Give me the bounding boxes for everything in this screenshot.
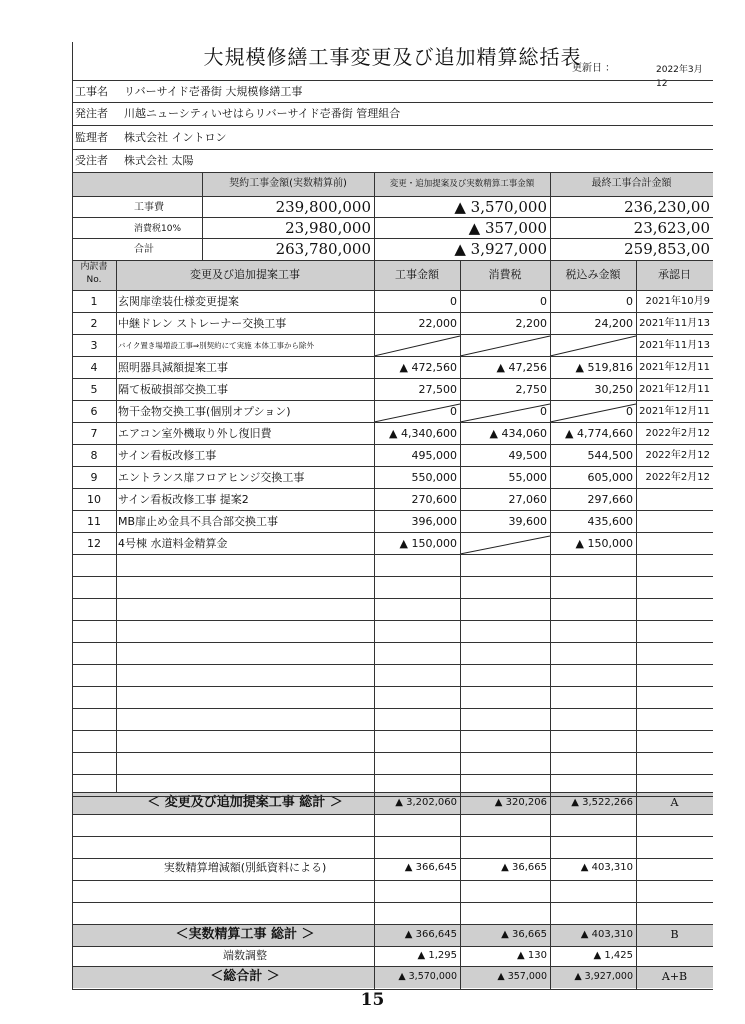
item-name: エントランス扉フロアヒンジ交換工事	[118, 471, 305, 484]
actual-adjust-amount: ▲ 366,645	[404, 862, 457, 873]
item-name: エアコン室外機取り外し復旧費	[118, 427, 272, 440]
item-name: 物干金物交換工事(個別オプション)	[118, 405, 291, 418]
item-name: バイク置き場増設工事⇒別契約にて実施 本体工事から除外	[118, 341, 315, 350]
item-amount: ▲ 4,340,600	[389, 427, 457, 440]
summary-final-cost: 236,230,00	[624, 198, 710, 216]
item-no: 10	[87, 493, 101, 506]
item-no: 11	[87, 515, 101, 528]
grid-hline	[72, 334, 713, 335]
grid-hline	[72, 80, 713, 81]
item-total: ▲ 519,816	[575, 361, 633, 374]
item-amount: 0	[450, 295, 457, 308]
actual-total-amount: ▲ 366,645	[404, 929, 457, 940]
grid-hline	[72, 858, 713, 859]
item-name: サイン看板改修工事 提案2	[118, 493, 249, 506]
grid-hline	[72, 290, 713, 291]
page-title: 大規模修繕工事変更及び追加精算総括表	[203, 45, 582, 69]
diagonal-strike-overlay	[72, 42, 713, 989]
change-total-amount: ▲ 3,202,060	[395, 797, 457, 808]
info-value-project: リバーサイド壱番街 大規模修繕工事	[124, 85, 303, 98]
item-no: 6	[90, 405, 98, 418]
grid-hline	[72, 400, 713, 401]
grid-hline	[72, 598, 713, 599]
item-no: 12	[87, 537, 101, 550]
item-tax: 39,600	[508, 515, 547, 528]
item-no: 4	[90, 361, 98, 374]
item-amount: 495,000	[411, 449, 457, 462]
summary-final-tax: 23,623,00	[633, 219, 710, 237]
actual-total-label: ＜実数精算工事 総計 ＞	[175, 927, 315, 942]
page-number: 15	[360, 990, 385, 1010]
grand-total-label: ＜総合計 ＞	[210, 969, 280, 984]
summary-label-cost: 工事費	[134, 202, 164, 213]
item-total: ▲ 4,774,660	[565, 427, 633, 440]
grid-vline	[550, 260, 551, 989]
info-label-contractor: 受注者	[75, 154, 108, 167]
summary-contract-total: 263,780,000	[275, 240, 371, 258]
item-no: 9	[90, 471, 98, 484]
actual-adjust-label: 実数精算増減額(別紙資料による)	[163, 861, 327, 874]
item-amount: ▲ 472,560	[399, 361, 457, 374]
grid-hline	[72, 356, 713, 357]
grid-hline	[72, 642, 713, 643]
item-name: 玄関扉塗装仕様変更提案	[118, 295, 239, 308]
grid-hline	[72, 260, 713, 261]
item-tax: ▲ 434,060	[489, 427, 547, 440]
item-tax: 49,500	[508, 449, 547, 462]
grid-hline	[72, 238, 713, 239]
summary-final-total: 259,853,00	[624, 240, 710, 258]
items-header-name: 変更及び追加提案工事	[190, 268, 300, 281]
grid-hline	[72, 444, 713, 445]
grid-hline	[72, 378, 713, 379]
info-value-client: 川越ニューシティいせはらリバーサイド壱番街 管理組合	[124, 107, 401, 120]
item-tax: 2,750	[515, 383, 547, 396]
summary-header-change: 変更・追加提案及び実数精算工事金額	[389, 179, 535, 189]
rounding-tax: ▲ 130	[517, 950, 547, 961]
info-label-project: 工事名	[75, 85, 108, 98]
grid-hline	[72, 510, 713, 511]
grid-hline	[72, 966, 713, 967]
item-tax: 27,060	[508, 493, 547, 506]
item-amount: 0	[450, 405, 457, 418]
item-total: 0	[626, 405, 633, 418]
item-name: 照明器具減額提案工事	[118, 361, 228, 374]
item-approval: 2021年10月9	[645, 296, 710, 307]
item-approval: 2022年2月12	[645, 428, 710, 439]
items-header-amount: 工事金額	[395, 268, 439, 281]
item-name: サイン看板改修工事	[118, 449, 217, 462]
actual-total-mark: B	[670, 928, 679, 941]
item-no: 3	[90, 339, 98, 352]
change-total-total: ▲ 3,522,266	[571, 797, 633, 808]
grid-hline	[72, 708, 713, 709]
grid-vline	[202, 172, 203, 260]
actual-total-tax: ▲ 36,665	[501, 929, 547, 940]
item-no: 5	[90, 383, 98, 396]
rounding-label: 端数調整	[223, 949, 267, 962]
items-header-approval: 承認日	[658, 268, 691, 281]
rounding-amount: ▲ 1,295	[417, 950, 457, 961]
change-total-mark: A	[670, 796, 679, 809]
info-value-contractor: 株式会社 太陽	[124, 154, 194, 167]
grid-hline	[72, 196, 713, 197]
summary-label-tax: 消費税10%	[134, 224, 182, 234]
items-header-no: 内訳書No.	[80, 262, 108, 285]
actual-adjust-total: ▲ 403,310	[580, 862, 633, 873]
grid-hline	[72, 576, 713, 577]
grid-hline	[72, 532, 713, 533]
item-tax: 2,200	[515, 317, 547, 330]
item-tax: ▲ 47,256	[496, 361, 547, 374]
updated-date: 2022年3月12	[656, 65, 703, 89]
item-no: 2	[90, 317, 98, 330]
item-approval: 2022年2月12	[645, 450, 710, 461]
summary-header-final: 最終工事合計金額	[591, 178, 672, 189]
grid-vline	[636, 260, 637, 989]
grid-vline	[374, 172, 375, 260]
grid-hline	[72, 752, 713, 753]
summary-header-contract: 契約工事金額(実数精算前)	[229, 178, 347, 189]
updated-label: 更新日 ：	[572, 63, 616, 74]
grid-hline	[72, 946, 713, 947]
info-label-supervisor: 監理者	[75, 131, 108, 144]
grid-hline	[72, 149, 713, 150]
grid-hline	[72, 488, 713, 489]
item-total: 297,660	[587, 493, 633, 506]
item-amount: 22,000	[418, 317, 457, 330]
item-name: 中継ドレン ストレーナー交換工事	[118, 317, 287, 330]
item-total: 30,250	[594, 383, 633, 396]
item-approval: 2021年12月11	[639, 362, 710, 373]
item-name: 隔て板破損部交換工事	[118, 383, 228, 396]
item-approval: 2021年12月11	[639, 406, 710, 417]
items-header-total: 税込み金額	[565, 268, 621, 281]
item-total: 605,000	[587, 471, 633, 484]
grid-vline	[72, 42, 73, 989]
item-no: 7	[90, 427, 98, 440]
item-total: 435,600	[587, 515, 633, 528]
item-tax: 55,000	[508, 471, 547, 484]
grid-hline	[72, 466, 713, 467]
grid-hline	[72, 422, 713, 423]
item-name: MB扉止め金具不具合部交換工事	[118, 515, 279, 528]
grid-hline	[72, 730, 713, 731]
grid-hline	[72, 796, 713, 797]
item-amount: ▲ 150,000	[399, 537, 457, 550]
info-label-client: 発注者	[75, 107, 108, 120]
grid-hline	[72, 102, 713, 103]
grid-hline	[72, 836, 713, 837]
settlement-summary-sheet	[72, 42, 713, 989]
item-total: 544,500	[587, 449, 633, 462]
item-tax: 0	[540, 295, 547, 308]
grid-hline	[72, 686, 713, 687]
item-tax: 0	[540, 405, 547, 418]
grid-hline	[72, 312, 713, 313]
grand-total-total: ▲ 3,927,000	[574, 971, 633, 982]
change-total-tax: ▲ 320,206	[494, 797, 547, 808]
item-amount: 396,000	[411, 515, 457, 528]
change-total-label: ＜ 変更及び追加提案工事 総計 ＞	[147, 795, 343, 810]
grid-hline	[72, 664, 713, 665]
item-approval: 2021年12月11	[639, 384, 710, 395]
grid-hline	[72, 880, 713, 881]
summary-change-total: ▲ 3,927,000	[454, 240, 547, 258]
item-no: 8	[90, 449, 98, 462]
grid-hline	[72, 125, 713, 126]
item-name: 4号棟 水道料金精算金	[118, 537, 228, 550]
item-no: 1	[90, 295, 98, 308]
grid-vline	[550, 172, 551, 260]
grid-hline	[72, 172, 713, 173]
grid-hline	[72, 554, 713, 555]
grid-vline	[460, 260, 461, 989]
item-approval: 2021年11月13	[639, 340, 710, 351]
grid-vline	[374, 260, 375, 989]
rounding-total: ▲ 1,425	[593, 950, 633, 961]
actual-total-total: ▲ 403,310	[580, 929, 633, 940]
summary-label-total: 合計	[134, 244, 154, 255]
summary-change-cost: ▲ 3,570,000	[454, 198, 547, 216]
grid-hline	[72, 792, 713, 793]
item-approval: 2022年2月12	[645, 472, 710, 483]
grid-vline	[116, 260, 117, 792]
grid-hline	[72, 620, 713, 621]
grand-total-mark: A+B	[661, 970, 688, 983]
item-total: 0	[626, 295, 633, 308]
grid-hline	[72, 924, 713, 925]
grid-hline	[72, 774, 713, 775]
item-total: 24,200	[594, 317, 633, 330]
items-header-tax: 消費税	[488, 268, 522, 281]
grand-total-amount: ▲ 3,570,000	[398, 971, 457, 982]
item-amount: 27,500	[418, 383, 457, 396]
item-amount: 270,600	[411, 493, 457, 506]
grid-hline	[72, 217, 713, 218]
summary-change-tax: ▲ 357,000	[468, 219, 547, 237]
summary-contract-tax: 23,980,000	[285, 219, 371, 237]
item-amount: 550,000	[411, 471, 457, 484]
grand-total-tax: ▲ 357,000	[497, 971, 547, 982]
info-value-supervisor: 株式会社 イントロン	[124, 131, 227, 144]
item-total: ▲ 150,000	[575, 537, 633, 550]
grid-hline	[72, 814, 713, 815]
actual-adjust-tax: ▲ 36,665	[501, 862, 547, 873]
summary-contract-cost: 239,800,000	[275, 198, 371, 216]
grid-hline	[72, 902, 713, 903]
item-approval: 2021年11月13	[639, 318, 710, 329]
